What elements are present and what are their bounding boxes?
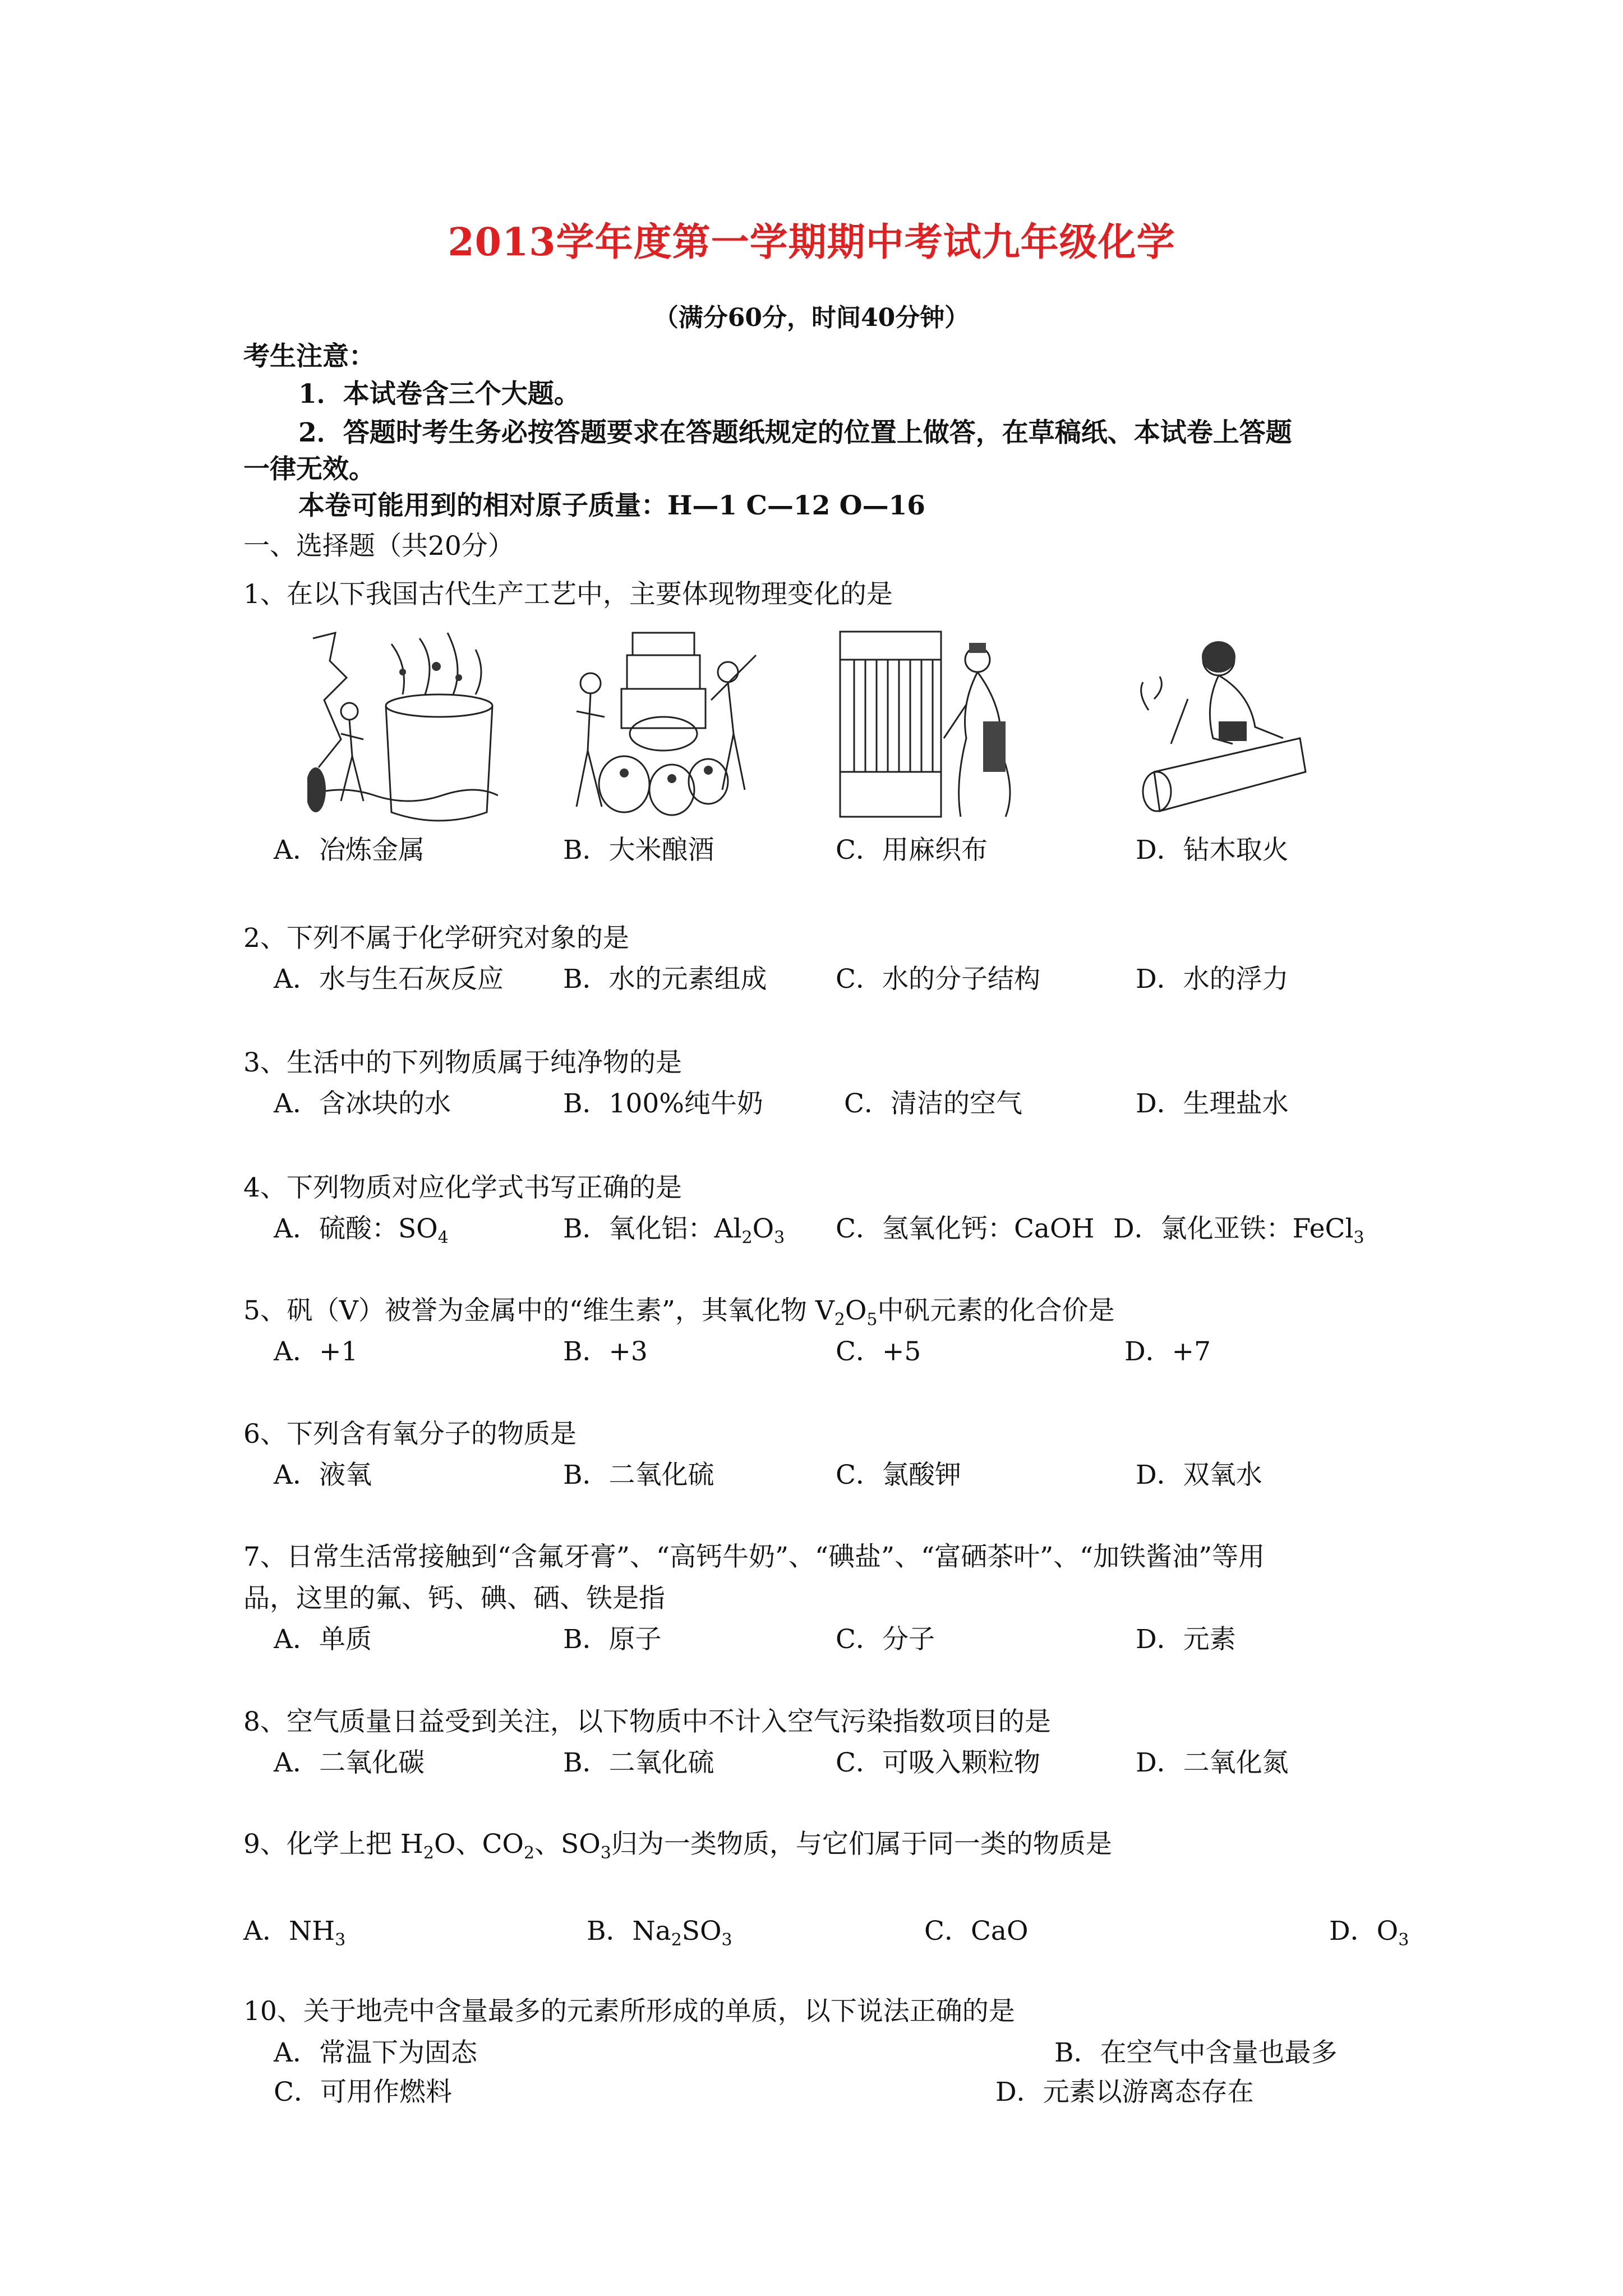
q1-option-b: B．大米酿酒 [563,835,714,866]
notice-heading: 考生注意： [243,341,375,372]
q7-option-a: A．单质 [274,1624,372,1655]
q5-option-a: A．+1 [274,1336,358,1367]
page-title: 2013学年度第一学期期中考试九年级化学 [448,220,1175,265]
question-4-stem: 4、下列物质对应化学式书写正确的是 [243,1172,682,1203]
atomic-mass-note: 本卷可能用到的相对原子质量：H—1 C—12 O—16 [298,490,925,521]
question-7-stem: 7、日常生活常接触到“含氟牙膏”、“高钙牛奶”、“碘盐”、“富硒茶叶”、“加铁酱油”等用 [243,1542,1265,1572]
notice-item-1: 1．本试卷含三个大题。 [298,379,580,409]
q10-option-b: B．在空气中含量也最多 [1054,2037,1338,2068]
q7-option-c: C．分子 [836,1624,935,1655]
notice-item-2-cont: 一律无效。 [243,454,375,485]
question-8-stem: 8、空气质量日益受到关注，以下物质中不计入空气污染指数项目的是 [243,1706,1051,1737]
question-7-stem-cont: 品，这里的氟、钙、碘、硒、铁是指 [243,1583,665,1614]
q5-option-c: C．+5 [836,1336,921,1367]
q1-option-c: C．用麻织布 [836,835,988,866]
q2-option-c: C．水的分子结构 [836,964,1040,995]
q10-option-a: A．常温下为固态 [274,2037,477,2068]
q9-option-d: D．$O_3$ [1329,1916,1409,1950]
q1-option-a: A．冶炼金属 [274,835,425,866]
notice-item-2: 2．答题时考生务必按答题要求在答题纸规定的位置上做答，在草稿纸、本试卷上答题 [298,417,1292,448]
q10-option-c: C．可用作燃料 [274,2077,452,2108]
q7-option-d: D．元素 [1136,1624,1236,1655]
q7-option-b: B．原子 [563,1624,662,1655]
q5-option-b: B．+3 [563,1336,648,1367]
q6-option-a: A．液氧 [274,1460,372,1490]
question-2-stem: 2、下列不属于化学研究对象的是 [243,923,629,954]
q4-option-a: A．硫酸：$SO_4$ [274,1213,449,1248]
q9-option-a: A．$NH_3$ [243,1916,346,1950]
q4-option-d: D．氯化亚铁：FeCl$_3$ [1113,1213,1364,1248]
section-heading: 一、选择题（共20分） [243,531,514,562]
weaving-cloth-image [837,626,1039,822]
q3-option-b: B．100%纯牛奶 [563,1088,763,1119]
q4-option-b: B．氧化铝：$Al_2O_3$ [563,1213,785,1248]
question-5-stem: 5、矾（V）被誉为金属中的“维生素”，其氧化物 $V_2O_5$中矾元素的化合价是 [243,1295,1115,1329]
q3-option-d: D．生理盐水 [1136,1088,1289,1119]
question-9-stem: 9、化学上把 $H_2O$、$CO_2$、$SO_3$归为一类物质，与它们属于同一类的物质是 [243,1829,1112,1863]
q2-option-b: B．水的元素组成 [563,964,767,995]
q6-option-d: D．双氧水 [1136,1460,1262,1490]
q4-option-c: C．氢氧化钙：CaOH [836,1213,1095,1244]
q8-option-b: B．二氧化硫 [563,1747,714,1778]
q9-option-b: B．$Na_2SO_3$ [587,1916,732,1950]
q1-option-d: D．钻木取火 [1136,835,1289,866]
q6-option-c: C．氯酸钾 [836,1460,961,1490]
question-6-stem: 6、下列含有氧分子的物质是 [243,1419,577,1450]
q3-option-c: C．清洁的空气 [844,1088,1022,1119]
q5-option-d: D．+7 [1124,1336,1211,1367]
q8-option-a: A．二氧化碳 [274,1747,425,1778]
q8-option-d: D．二氧化氮 [1136,1747,1289,1778]
q2-option-d: D．水的浮力 [1136,964,1289,995]
q3-option-a: A．含冰块的水 [274,1088,451,1119]
q2-option-a: A．水与生石灰反应 [274,964,504,995]
page-subtitle: （满分60分，时间40分钟） [653,303,970,332]
q9-option-c: C．CaO [924,1916,1029,1947]
q6-option-b: B．二氧化硫 [563,1460,714,1490]
question-10-stem: 10、关于地壳中含量最多的元素所形成的单质，以下说法正确的是 [243,1996,1015,2027]
question-3-stem: 3、生活中的下列物质属于纯净物的是 [243,1047,682,1078]
q10-option-d: D．元素以游离态存在 [995,2077,1254,2108]
rice-wine-brewing-image [565,622,764,818]
q8-option-c: C．可吸入颗粒物 [836,1747,1040,1778]
drilling-wood-fire-image [1121,632,1314,817]
smelting-metal-image [307,627,498,823]
question-1-stem: 1、在以下我国古代生产工艺中，主要体现物理变化的是 [243,579,893,610]
